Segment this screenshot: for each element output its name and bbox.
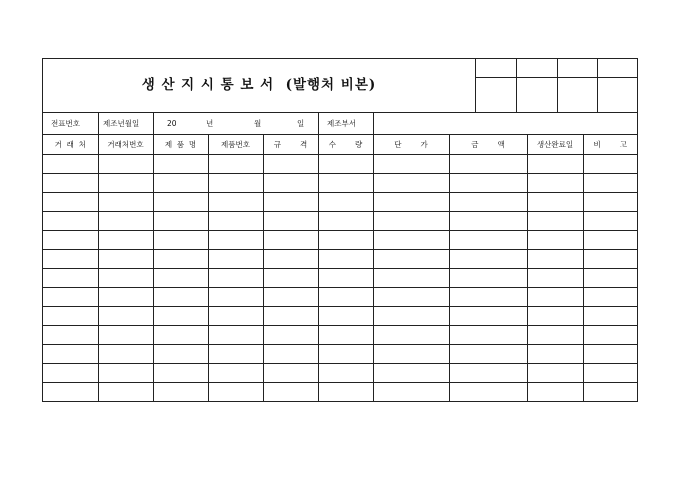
table-cell[interactable]	[263, 363, 318, 382]
table-cell[interactable]	[449, 249, 527, 268]
table-cell[interactable]	[43, 268, 98, 287]
table-cell[interactable]	[153, 249, 208, 268]
month-label: 월	[254, 119, 262, 128]
table-cell[interactable]	[263, 382, 318, 401]
approval-header-cell[interactable]	[516, 59, 556, 78]
table-row	[43, 268, 637, 287]
table-cell[interactable]	[153, 382, 208, 401]
divider	[318, 113, 319, 134]
table-cell[interactable]	[449, 344, 527, 363]
table-cell[interactable]	[98, 173, 153, 192]
table-cell[interactable]	[318, 192, 373, 211]
table-cell[interactable]	[318, 268, 373, 287]
table-cell[interactable]	[318, 325, 373, 344]
table-cell[interactable]	[583, 306, 637, 325]
year-label: 년	[206, 119, 214, 128]
table-cell[interactable]	[208, 192, 263, 211]
table-cell[interactable]	[98, 230, 153, 249]
table-row	[43, 325, 637, 344]
table-cell[interactable]	[318, 249, 373, 268]
col-header: 비 고	[583, 135, 637, 154]
table-row	[43, 306, 637, 325]
approval-stamp-cell[interactable]	[557, 78, 597, 112]
approval-stamp-cell[interactable]	[476, 78, 516, 112]
table-cell[interactable]	[373, 382, 449, 401]
table-cell[interactable]	[583, 154, 637, 173]
table-cell[interactable]	[527, 382, 583, 401]
table-cell[interactable]	[43, 211, 98, 230]
table-cell[interactable]	[373, 268, 449, 287]
table-cell[interactable]	[449, 382, 527, 401]
production-order-form	[42, 58, 638, 402]
divider	[98, 113, 99, 134]
table-cell[interactable]	[373, 173, 449, 192]
table-cell[interactable]	[449, 192, 527, 211]
table-cell[interactable]	[43, 382, 98, 401]
table-row	[43, 154, 637, 173]
table-cell[interactable]	[153, 325, 208, 344]
order-table	[43, 135, 637, 401]
table-cell[interactable]	[43, 306, 98, 325]
table-cell[interactable]	[263, 268, 318, 287]
table-cell[interactable]	[373, 230, 449, 249]
table-cell[interactable]	[583, 230, 637, 249]
table-cell[interactable]	[153, 268, 208, 287]
table-cell[interactable]	[98, 306, 153, 325]
table-cell[interactable]	[98, 382, 153, 401]
table-cell[interactable]	[583, 363, 637, 382]
table-cell[interactable]	[208, 363, 263, 382]
title-row	[43, 59, 637, 113]
col-header: 제 품 명	[153, 135, 208, 154]
table-cell[interactable]	[373, 344, 449, 363]
table-cell[interactable]	[98, 363, 153, 382]
table-cell[interactable]	[98, 344, 153, 363]
table-cell[interactable]	[373, 211, 449, 230]
approval-stamp-cell[interactable]	[597, 78, 637, 112]
table-cell[interactable]	[153, 154, 208, 173]
table-cell[interactable]	[449, 363, 527, 382]
table-cell[interactable]	[208, 173, 263, 192]
col-header: 거 래 처	[43, 135, 98, 154]
table-cell[interactable]	[527, 230, 583, 249]
table-cell[interactable]	[527, 363, 583, 382]
table-cell[interactable]	[153, 173, 208, 192]
table-cell[interactable]	[527, 325, 583, 344]
table-cell[interactable]	[153, 230, 208, 249]
table-cell[interactable]	[208, 382, 263, 401]
table-cell[interactable]	[449, 268, 527, 287]
table-cell[interactable]	[153, 211, 208, 230]
table-cell[interactable]	[153, 287, 208, 306]
col-header: 단 가	[373, 135, 449, 154]
col-header: 생산완료일	[527, 135, 583, 154]
mfg-date-label: 제조년월일	[103, 119, 140, 128]
table-cell[interactable]	[43, 344, 98, 363]
table-cell[interactable]	[318, 306, 373, 325]
col-header: 규 격	[263, 135, 318, 154]
table-cell[interactable]	[583, 268, 637, 287]
col-header: 제품번호	[208, 135, 263, 154]
table-cell[interactable]	[527, 287, 583, 306]
approval-header-cell[interactable]	[597, 59, 637, 78]
table-cell[interactable]	[208, 344, 263, 363]
table-cell[interactable]	[583, 173, 637, 192]
table-cell[interactable]	[43, 154, 98, 173]
table-cell[interactable]	[449, 173, 527, 192]
table-cell[interactable]	[98, 325, 153, 344]
table-body	[43, 154, 637, 401]
table-cell[interactable]	[98, 211, 153, 230]
table-cell[interactable]	[43, 287, 98, 306]
table-cell[interactable]	[208, 306, 263, 325]
table-cell[interactable]	[449, 211, 527, 230]
table-cell[interactable]	[318, 382, 373, 401]
table-cell[interactable]	[373, 363, 449, 382]
table-row	[43, 363, 637, 382]
approval-stamp-cell[interactable]	[516, 78, 556, 112]
table-row	[43, 173, 637, 192]
approval-header-cell[interactable]	[476, 59, 516, 78]
table-row	[43, 211, 637, 230]
table-cell[interactable]	[263, 325, 318, 344]
table-cell[interactable]	[208, 268, 263, 287]
table-cell[interactable]	[373, 325, 449, 344]
table-row	[43, 382, 637, 401]
col-header: 수 량	[318, 135, 373, 154]
table-cell[interactable]	[208, 249, 263, 268]
table-cell[interactable]	[263, 230, 318, 249]
table-cell[interactable]	[583, 287, 637, 306]
table-cell[interactable]	[153, 306, 208, 325]
table-cell[interactable]	[263, 306, 318, 325]
table-cell[interactable]	[208, 230, 263, 249]
table-cell[interactable]	[98, 268, 153, 287]
table-row	[43, 344, 637, 363]
table-cell[interactable]	[98, 287, 153, 306]
table-cell[interactable]	[98, 192, 153, 211]
year-prefix: 20	[167, 119, 177, 128]
table-cell[interactable]	[527, 268, 583, 287]
table-cell[interactable]	[527, 344, 583, 363]
table-row	[43, 230, 637, 249]
table-row	[43, 249, 637, 268]
table-cell[interactable]	[263, 249, 318, 268]
table-cell[interactable]	[263, 173, 318, 192]
table-cell[interactable]	[583, 325, 637, 344]
table-cell[interactable]	[318, 287, 373, 306]
table-cell[interactable]	[318, 230, 373, 249]
table-cell[interactable]	[43, 249, 98, 268]
table-cell[interactable]	[527, 211, 583, 230]
table-cell[interactable]	[527, 249, 583, 268]
info-row	[43, 113, 637, 135]
table-cell[interactable]	[263, 154, 318, 173]
table-cell[interactable]	[583, 344, 637, 363]
table-cell[interactable]	[318, 154, 373, 173]
table-cell[interactable]	[449, 287, 527, 306]
dept-label: 제조부서	[327, 119, 356, 128]
table-cell[interactable]	[373, 306, 449, 325]
col-header: 금 액	[449, 135, 527, 154]
day-label: 일	[297, 119, 305, 128]
table-cell[interactable]	[527, 154, 583, 173]
table-cell[interactable]	[208, 211, 263, 230]
table-cell[interactable]	[98, 154, 153, 173]
table-cell[interactable]	[527, 192, 583, 211]
table-cell[interactable]	[527, 173, 583, 192]
table-cell[interactable]	[527, 306, 583, 325]
table-cell[interactable]	[263, 287, 318, 306]
table-header-row	[43, 135, 637, 154]
table-cell[interactable]	[43, 192, 98, 211]
table-cell[interactable]	[43, 230, 98, 249]
table-cell[interactable]	[318, 211, 373, 230]
table-cell[interactable]	[43, 173, 98, 192]
table-cell[interactable]	[153, 363, 208, 382]
approval-stamp-grid	[475, 59, 637, 112]
table-cell[interactable]	[318, 173, 373, 192]
table-cell[interactable]	[373, 154, 449, 173]
divider	[373, 113, 374, 134]
table-cell[interactable]	[263, 344, 318, 363]
table-cell[interactable]	[43, 363, 98, 382]
table-cell[interactable]	[98, 249, 153, 268]
table-row	[43, 192, 637, 211]
table-cell[interactable]	[449, 154, 527, 173]
approval-header-cell[interactable]	[557, 59, 597, 78]
table-cell[interactable]	[373, 249, 449, 268]
table-cell[interactable]	[263, 211, 318, 230]
table-cell[interactable]	[583, 211, 637, 230]
table-cell[interactable]	[373, 192, 449, 211]
table-cell[interactable]	[583, 192, 637, 211]
slip-no-label: 전표번호	[51, 119, 80, 128]
table-cell[interactable]	[208, 287, 263, 306]
table-cell[interactable]	[583, 382, 637, 401]
table-cell[interactable]	[583, 249, 637, 268]
table-cell[interactable]	[263, 192, 318, 211]
table-cell[interactable]	[373, 287, 449, 306]
table-cell[interactable]	[449, 325, 527, 344]
table-cell[interactable]	[318, 363, 373, 382]
table-cell[interactable]	[449, 306, 527, 325]
table-cell[interactable]	[153, 192, 208, 211]
table-cell[interactable]	[208, 325, 263, 344]
col-header: 거래처번호	[98, 135, 153, 154]
table-cell[interactable]	[318, 344, 373, 363]
table-cell[interactable]	[153, 344, 208, 363]
table-row	[43, 287, 637, 306]
table-cell[interactable]	[208, 154, 263, 173]
table-cell[interactable]	[43, 325, 98, 344]
table-cell[interactable]	[449, 230, 527, 249]
form-title: 생 산 지 시 통 보 서 (발행처 비본)	[141, 77, 377, 93]
divider	[153, 113, 154, 134]
